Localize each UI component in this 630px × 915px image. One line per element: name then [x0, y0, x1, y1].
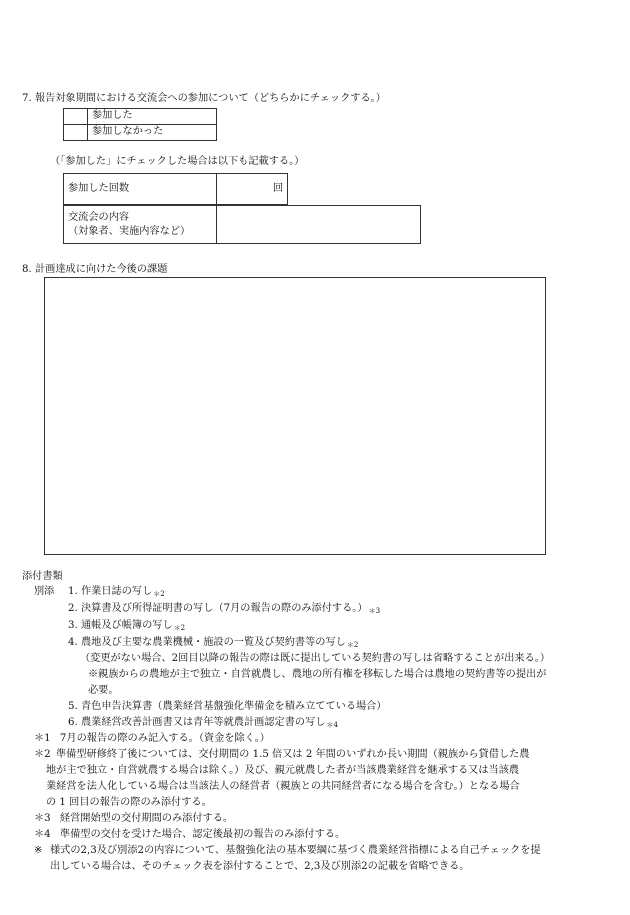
future-issues-textarea[interactable] — [44, 277, 546, 555]
count-unit: 回 — [272, 182, 283, 194]
attachment-item-4: 4. 農地及び主要な農業機械・施設の一覧及び契約書等の写し$_{*2}$ — [68, 637, 359, 649]
attachment-item-1: 1. 作業日誌の写し$_{*2}$ — [68, 586, 165, 598]
footnote-mark: ＊2 — [346, 641, 359, 649]
footnote-mark: ＊2 — [153, 590, 165, 598]
footnote-1-text: 7月の報告の際のみ記入する。（資金を除く。） — [59, 733, 270, 744]
footnote-2-line1: 準備型研修終了後については、交付期間の 1.5 倍又は 2 年間のいずれか長い期間（親族から貸借した農 — [56, 749, 530, 760]
attachment-item-2: 2. 決算書及び所得証明書の写し（7月の報告の際のみ添付する。）$_{*3}$ — [68, 603, 381, 615]
count-label: 参加した回数 — [64, 174, 217, 205]
checkbox-not-participated[interactable] — [64, 125, 88, 141]
q8-heading: 8. 計画達成に向けた今後の課題 — [22, 264, 168, 275]
footnote-2-line4: の 1 回目の報告の際のみ添付する。 — [46, 797, 212, 808]
attachment-item-6: 6. 農業経営改善計画書又は青年等就農計画認定書の写し$_{*4}$ — [68, 717, 338, 729]
footnote-3-text: 経営開始型の交付期間のみ添付する。 — [59, 813, 234, 824]
footnote-4-text: 準備型の交付を受けた場合、認定後最初の報告のみ添付する。 — [59, 829, 346, 840]
footnote-3 — [34, 813, 233, 826]
content-label — [64, 206, 217, 244]
attachments-title: 添付書類 — [22, 571, 63, 582]
q7-conditional-note: （「参加した」にチェックした場合は以下も記載する。） — [50, 156, 305, 167]
option-row-participated — [64, 109, 217, 125]
kome-note-line1: 様式の2,3及び別添2の内容について、基盤強化法の基本要綱に基づく農業経営指標による自己チェックを提 — [50, 845, 541, 856]
attachment-item-3: 3. 通帳及び帳簿の写し$_{*2}$ — [68, 620, 186, 632]
exchange-content-table — [63, 205, 421, 244]
content-label-line1: 交流会の内容 — [68, 211, 130, 223]
footnote-4-mark: ＊4 — [34, 829, 51, 840]
attachment-item-4-note2-line2: 必要。 — [88, 685, 119, 696]
q7-heading: 7. 報告対象期間における交流会への参加について（どちらかにチェックする。） — [22, 93, 386, 104]
footnote-1-mark: ＊1 — [34, 733, 51, 744]
option-label-participated: 参加した — [88, 109, 217, 125]
footnote-2-line2: 地が主で独立・自営就農する場合は除く。）及び、親元就農した者が当該農業経営を継承する又は当該農 — [46, 765, 520, 776]
count-field[interactable] — [217, 174, 288, 205]
footnote-3-mark: ＊3 — [34, 813, 51, 824]
kome-note-mark: ※ — [34, 845, 43, 856]
checkbox-participated[interactable] — [64, 109, 88, 125]
bessou-label: 別添 — [34, 586, 55, 597]
attachment-item-4-note2-line1: ※親族からの農地が主で独立・自営就農し、農地の所有権を移転した場合は農地の契約書等の提出が — [88, 669, 547, 680]
footnote-2-mark: ＊2 — [34, 749, 51, 760]
attachment-item-5: 5. 青色申告決算書（農業経営基盤強化準備金を積み立てている場合） — [68, 701, 387, 712]
content-field[interactable] — [217, 206, 421, 244]
footnote-2-line3: 業経営を法人化している場合は当該法人の経営者（親族との共同経営者になる場合を含む。）となる場合 — [46, 781, 520, 792]
footnote-mark: ＊4 — [326, 721, 338, 729]
attachment-item-4-note1: （変更がない場合、2回目以降の報告の際は既に提出している契約書の写しは省略することが出来る。） — [80, 653, 551, 664]
content-label-line2: （対象者、実施内容など） — [68, 225, 191, 237]
footnote-mark: ＊3 — [368, 607, 381, 615]
option-row-not-participated — [64, 125, 217, 141]
kome-note-line2: 出している場合は、そのチェック表を添付することで、2,3及び別添2の記載を省略できる。 — [50, 861, 470, 872]
participation-count-table — [63, 173, 288, 205]
option-label-not-participated: 参加しなかった — [88, 125, 217, 141]
participation-options-table — [63, 108, 217, 141]
footnote-4 — [34, 829, 345, 842]
footnote-mark: ＊2 — [173, 624, 186, 632]
footnote-1 — [34, 733, 270, 746]
